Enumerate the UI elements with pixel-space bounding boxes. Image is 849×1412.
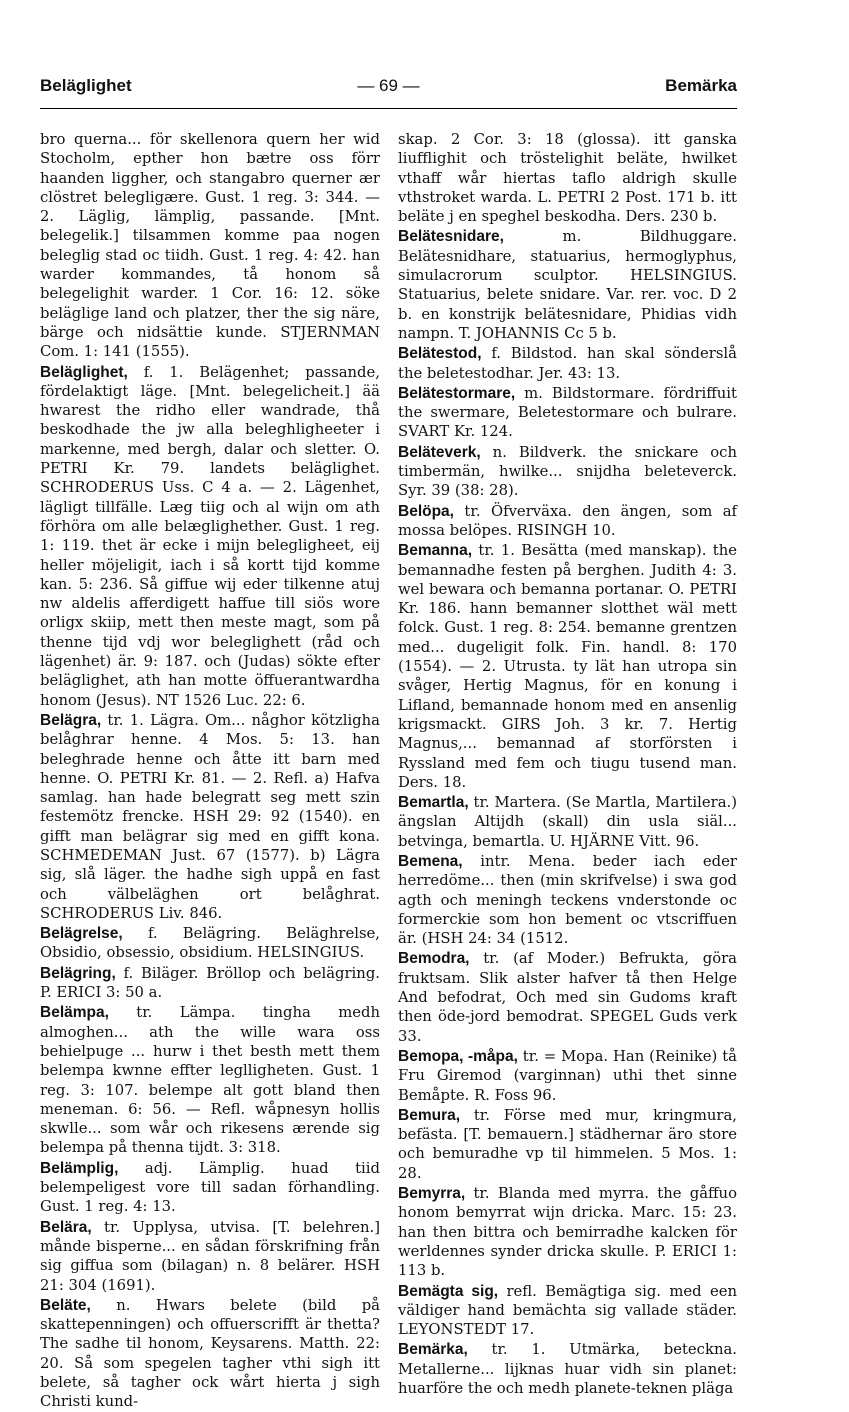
dictionary-entry: [40, 1218, 380, 1295]
dictionary-entry: [398, 1340, 737, 1398]
entry-headword: Bemena,: [398, 852, 463, 870]
dictionary-entry: [398, 793, 737, 851]
entry-text: refl. Bemägtiga sig. med een väldiger hand bemächta sig vallade städer. LEYONSTEDT 17.: [398, 1282, 737, 1339]
entry-text: m. Bildhuggare. Belätesnidhare, statuarius, hermoglyphus, simulacrorum sculptor. HELSINGIUS. Statuarius, belete snidare. Var. rer. voc. D 2 b. en konstrijk belätesnidare, Phidias vidh nampn. T. JOHANNIS Cc 5 b.: [398, 228, 737, 342]
entry-headword: Belätesnidare,: [398, 228, 504, 246]
entry-text: tr. Lämpa. tingha medh almoghen... ath the wille wara oss behielpuge ... hurw i thet besth mett them belempa kwnne effter leglligheten. Gust. 1 reg. 3: 107. belempe alt gott bland then meneman. 6: 56. — Refl. wåpnesyn hollis skwlle... som wår och rikesens ærende sig belempa på thenna tijdt. 3: 318.: [40, 1004, 380, 1157]
entry-headword: Beläglighet,: [40, 363, 128, 381]
entry-headword: Bemopa, -måpa,: [398, 1047, 518, 1065]
entry-text: f. Biläger. Bröllop och belägring. P. ERICI 3: 50 a.: [40, 964, 380, 1002]
entry-text: tr. Blanda med myrra. the gåffuo honom bemyrrat wijn dricka. Marc. 15: 23. han then bittra och bemirradhe kalcken för werldennes synder dricka skulle. P. ERICI 1: 113 b.: [398, 1185, 737, 1280]
entry-headword: Bemura,: [398, 1106, 461, 1124]
dictionary-entry: [398, 502, 737, 541]
dictionary-entry: [40, 363, 380, 710]
entry-headword: Bemägta sig,: [398, 1282, 499, 1300]
entry-headword: Belägra,: [40, 711, 102, 729]
dictionary-entry: [398, 852, 737, 948]
dictionary-entry: [398, 541, 737, 792]
entry-text: tr. 1. Lägra. Om... någhor kötzligha belåghrar henne. 4 Mos. 5: 13. han beleghrade henne och åtte itt barn med henne. O. PETRI Kr. 81. — 2. Refl. a) Hafva samlag. han hade belegratt seg mett szin festemötz frencke. HSH 29: 92 (1540). en gifft man belägrar sig med en gifft kona. SCHMEDEMAN Just. 67 (1577). b) Lägra sig, slå läger. the hadhe sigh uppå en fast och välbeläghen ort belåghrat. SCHRODERUS Liv. 846.: [40, 711, 380, 922]
entry-text: intr. Mena. beder iach eder herredöme... then (min skrifvelse) i swa god agth och meningh teckens vnderstonde oc formerckie som hon bement oc vtscriffuen är. (HSH 24: 34 (1512.: [398, 852, 737, 948]
entry-headword: Belämpa,: [40, 1004, 109, 1022]
entry-text: tr. = Mopa. Han (Reinike) tå Fru Giremod (varginnan) uthi thet sinne Bemåpte. R. Foss 96.: [398, 1047, 737, 1104]
entry-headword: Bemodra,: [398, 950, 470, 968]
dictionary-entry: [398, 1282, 737, 1340]
dictionary-entry: [398, 130, 737, 226]
dictionary-entry: [398, 384, 737, 442]
entry-text: m. Bildstormare. fördriffuit the swermare, Beletestormare och bulrare. SVART Kr. 124.: [398, 384, 737, 441]
page-number: — 69 —: [357, 76, 420, 95]
entry-text: f. 1. Belägenhet; passande, fördelaktigt läge. [Mnt. belegelicheit.] ää hwarest the ridho eller wandrade, thå beskodhade the jw alla beleghligheeter i markenne, med bergh, dalar och sletter. O. PETRI Kr. 79. landets beläglighet. SCHRODERUS Uss. C 4 a. — 2. Lägenhet, lägligt tillfälle. Læg tiig och al wijn om ath förhöra om alle belæglighether. Gust. 1 reg. 1: 119. thet är ecke i mijn belegligheet, eij heller möjeligit, iach i så kortt tijd komme kan. 5: 236. Så giffue wij eder tilkenne atuj nw aldelis afferdigett haffue till siös wore orligx skiip, mett then meste magt, som på thenne tijd vdj wor beleglighett (råd och lägenhet) är. 9: 187. och (Judas) sökte efter beläglighet, ath han motte öffuerantwardha honom (Jesus). NT 1526 Luc. 22: 6.: [40, 363, 380, 709]
entry-text: tr. 1. Utmärka, beteckna. Metallerne... lijknas huar vidh sin planet: huarföre the och medh planete-teknen pläga: [398, 1341, 737, 1397]
right-column: [398, 130, 737, 1398]
left-column: [40, 130, 380, 1412]
dictionary-entry: [40, 130, 380, 362]
entry-text: bro querna... för skellenora quern her wid Stocholm, epther hon bætre oss förr haanden liggher, och stangabro querner ær clöstret belegligære. Gust. 1 reg. 3: 344. — 2. Läglig, lämplig, passande. [Mnt. belegelik.] tilsammen komme paa nogen beleglig stad oc tiidh. Gust. 1 reg. 4: 42. han warder kommandes, tå honom så belegelighit warder. 1 Cor. 16: 12. söke beläglige land och platzer, ther the sig näre, bärge och nidsättie kunde. STJERNMAN Com. 1: 141 (1555).: [40, 131, 380, 361]
entry-text: tr. 1. Besätta (med manskap). the bemannadhe festen på berghen. Judith 4: 3. wel bewara och bemanna portanar. O. PETRI Kr. 186. hann bemanner slotthet wäl mett folck. Gust. 1 reg. 8: 254. bemanne grentzen med... dugeligit folk. Fin. handl. 8: 170 (1554). — 2. Utrusta. ty lät han utropa sin svåger, Hertig Magnus, för en konung i Lifland, bemannade honom med en ansenlig krigsmackt. GIRS Joh. 3 kr. 7. Hertig Magnus,... bemannad af storförsten i Ryssland med fem och tiugu tusend man. Ders. 18.: [398, 542, 737, 791]
entry-headword: Belära,: [40, 1218, 92, 1236]
dictionary-entry: [40, 711, 380, 923]
page-header: [40, 76, 737, 106]
dictionary-entry: [40, 964, 380, 1003]
dictionary-entry: [40, 1296, 380, 1412]
entry-headword: Belämplig,: [40, 1159, 119, 1177]
dictionary-entry: [398, 344, 737, 383]
entry-headword: Bemärka,: [398, 1341, 468, 1359]
entry-headword: Belägring,: [40, 964, 116, 982]
entry-headword: Beläte,: [40, 1296, 91, 1314]
dictionary-entry: [398, 949, 737, 1045]
entry-headword: Bemyrra,: [398, 1185, 466, 1203]
entry-headword: Belätestormare,: [398, 384, 516, 402]
dictionary-entry: [40, 924, 380, 963]
entry-text: tr. Martera. (Se Martla, Martilera.) ängslan Altijdh (skall) din usla siäl... betvinga, bemartla. U. HJÄRNE Vitt. 96.: [398, 794, 737, 850]
dictionary-entry: [398, 1184, 737, 1280]
entry-text: tr. Upplysa, utvisa. [T. belehren.] månde bisperne... en sådan förskrifning från sig giffua som (bilagan) n. 8 belärer. HSH 21: 304 (1691).: [40, 1218, 380, 1294]
dictionary-entry: [398, 227, 737, 343]
entry-text: tr. (af Moder.) Befrukta, göra fruktsam. Slik alster hafver tå then Helge And befodrat, Och med sin Gudoms kraft then öde-jord bemodrat. SPEGEL Guds verk 33.: [398, 950, 737, 1045]
header-rule: [40, 108, 737, 109]
entry-text: f. Bildstod. han skal sönderslå the beletestodhar. Jer. 43: 13.: [398, 345, 737, 382]
entry-text: tr. Förse med mur, kringmura, befästa. [T. bemauern.] städhernar äro store och bemuradhe vp til himmelen. 5 Mos. 1: 28.: [398, 1106, 737, 1182]
entry-headword: Belägrelse,: [40, 925, 123, 943]
entry-text: n. Hwars belete (bild på skattepenningen) och offuerscrifft är thetta? The sadhe til honom, Keysarens. Matth. 22: 20. Så som spegelen tagher vthi sigh itt belete, så tagher ock wårt hierta j sigh Christi kund-: [40, 1296, 380, 1411]
entry-headword: Beläteverk,: [398, 443, 481, 461]
entry-headword: Belätestod,: [398, 345, 482, 363]
entry-headword: Bemanna,: [398, 542, 473, 560]
dictionary-entry: [398, 443, 737, 501]
dictionary-entry: [40, 1159, 380, 1217]
running-head-left: Beläglighet: [40, 76, 132, 95]
dictionary-entry: [398, 1106, 737, 1183]
entry-text: f. Belägring. Beläghrelse, Obsidio, obsessio, obsidium. HELSINGIUS.: [40, 925, 380, 962]
dictionary-entry: [40, 1003, 380, 1157]
entry-text: adj. Lämplig. huad tiid belempeligest vore till sadan förhandling. Gust. 1 reg. 4: 13.: [40, 1159, 380, 1216]
dictionary-entry: [398, 1047, 737, 1105]
entry-text: skap. 2 Cor. 3: 18 (glossa). itt ganska liufflighit och tröstelighit beläte, hwilket vthaff wår hiertas taflo aldrigh skulle vthstroket warda. L. PETRI 2 Post. 171 b. itt beläte j en speghel beskodha. Ders. 230 b.: [398, 131, 737, 226]
entry-text: tr. Öfverväxa. den ängen, som af mossa belöpes. RISINGH 10.: [398, 502, 737, 539]
entry-headword: Belöpa,: [398, 502, 454, 520]
running-head-right: Bemärka: [665, 76, 737, 95]
entry-text: n. Bildverk. the snickare och timbermän, hwilke... snijdha beleteverck. Syr. 39 (38: 28).: [398, 443, 737, 500]
entry-headword: Bemartla,: [398, 794, 469, 812]
